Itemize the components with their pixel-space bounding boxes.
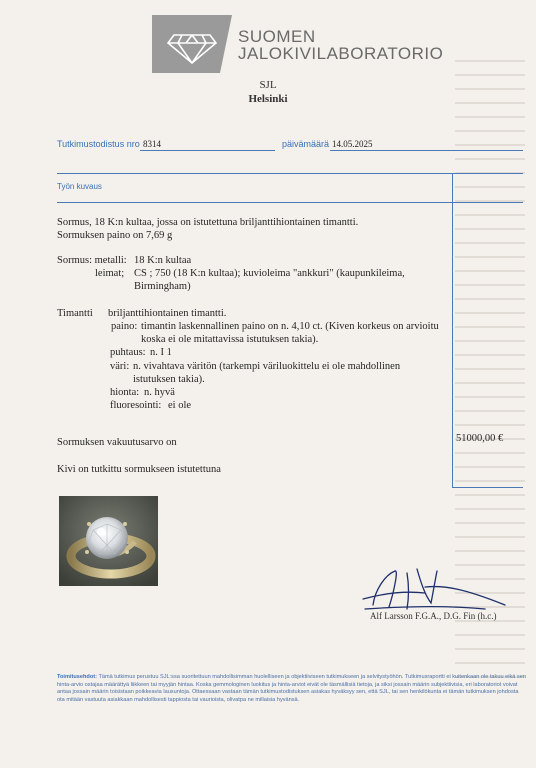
marks-value-2: Birmingham) [134,281,191,292]
fluorescence-value: ei ole [168,400,192,411]
terms-title: Toimitusehdot: [57,674,97,680]
work-description-label: Työn kuvaus [57,182,102,191]
table-header-rule [57,202,523,203]
weight-value-1: timantin laskennallinen paino on n. 4,10 ct. (Kiven korkeus on arvioitu [141,321,439,332]
clarity-label: puhtaus: [110,347,146,358]
diamond-label: Timantti [57,308,93,319]
organization-city: Helsinki [248,93,288,105]
table-top-rule [57,173,523,174]
marks-label: leimat; [95,268,125,279]
description-line-1: Sormus, 18 K:n kultaa, jossa on istutettuna briljanttihiontainen timantti. [57,217,359,228]
diamond-logo-icon [152,15,232,73]
date-label: päivämäärä [282,139,330,149]
insurance-value: 51000,00 € [456,433,504,444]
cut-label: hionta: [110,387,140,398]
organization-abbreviation: SJL [259,79,277,91]
signer-name: Alf Larsson F.G.A., D.G. Fin (h.c.) [370,611,497,621]
show-through-text [455,60,525,640]
fluorescence-label: fluoresointi: [110,400,162,411]
weight-label: paino: [111,321,138,332]
report-number-label: Tutkimustodistus nro [57,139,140,149]
marks-value-1: CS ; 750 (18 K:n kultaa); kuvioleima "ankkuri" (kaupunkileima, [134,268,405,279]
organization-name: SUOMEN JALOKIVILABORATORIO [238,27,444,63]
table-column-divider [452,173,453,488]
ring-metal-value: 18 K:n kultaa [134,255,192,266]
table-bottom-rule [452,487,523,488]
date-underline [330,150,523,151]
weight-value-2: koska ei ole mitattavissa istutuksen takia). [141,334,319,345]
diamond-description: briljanttihiontainen timantti. [108,308,227,319]
color-value-1: n. vivahtava väritön (tarkempi väriluokittelu ei ole mahdollinen [133,361,401,372]
terms-text: Tämä tutkimus perustuu SJL:ssa suoritettuun mahdollisimman huolelliseen ja objektiiviseen tutkimukseen ja selvitystyöhön. Tutkimusraportti ei kuitenkaan ole takuu eikä sen hinta-arvio ostajaa määrättyä liikkeen tai myyjän hintaa. Koska gemmologinen luokitus ja hinta-arviot eivät ole täsmällisiä tietoja, ja siksi jossain määrin subjektiivisia, eri laboratoriot voivat antaa jossain määrin toisistaan poikkeavia lausuntoja. Ottaessaan vastaan tämän tutkimustodistuksen asiakas hyväksyy sen, että SJL, tai sen henkilökunta ei tämän tutkimuksen johdosta ota mitään vastuuta asiakkaan mahdollisesti tappiosta tai vaurioista, olivatpa ne millaisia hyvänsä. [57,674,526,703]
ring-photo [59,496,158,586]
clarity-value: n. I 1 [150,347,172,358]
report-date: 14.05.2025 [332,139,373,149]
description-line-2: Sormuksen paino on 7,69 g [57,230,173,241]
cut-value: n. hyvä [144,387,175,398]
report-number: 8314 [143,139,161,149]
ring-metal-label: Sormus: metalli: [57,255,127,266]
insurance-value-label: Sormuksen vakuutusarvo on [57,437,177,448]
color-value-2: istutuksen takia). [133,374,205,385]
report-number-underline [140,150,275,151]
color-label: väri: [110,361,130,372]
terms-of-delivery [57,674,527,704]
stone-examination-note: Kivi on tutkittu sormukseen istutettuna [57,464,221,475]
handwritten-signature [355,565,510,615]
